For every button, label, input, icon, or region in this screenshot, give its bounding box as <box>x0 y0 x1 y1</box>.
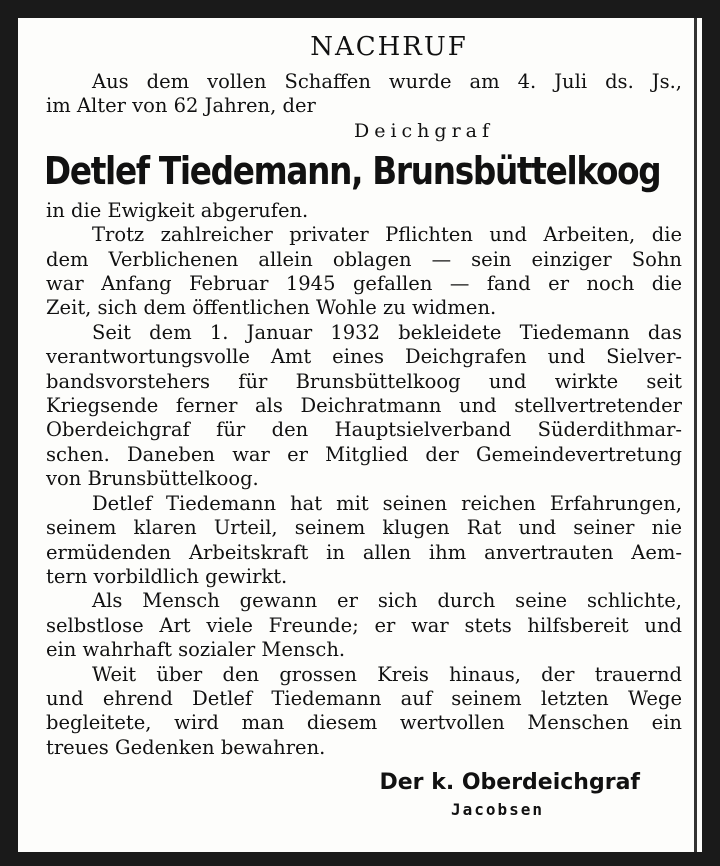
paragraph-line: Kriegsende ferner als Deichratmann und stellvertretender <box>46 394 682 418</box>
paragraph-line: ein wahrhaft sozialer Mensch. <box>46 638 346 662</box>
deceased-rank: Deichgraf <box>353 119 495 142</box>
paragraph-line: und ehrend Detlef Tiedemann auf seinem letzten Wege <box>46 686 682 710</box>
frame-border-right <box>702 0 720 866</box>
paragraph-line: von Brunsbüttelkoog. <box>46 467 259 491</box>
intro-line-3: in die Ewigkeit abgerufen. <box>46 198 309 222</box>
frame-border-bottom <box>0 852 720 866</box>
paragraph-line: Detlef Tiedemann hat mit seinen reichen Erfahrungen, <box>92 491 682 515</box>
paragraph-line: dem Verblichenen allein oblagen — sein einziger Sohn <box>46 247 682 271</box>
paragraph-2 <box>46 321 682 492</box>
paragraph-line: Als Mensch gewann er sich durch seine schlichte, <box>92 589 682 613</box>
paragraph-1 <box>46 223 682 321</box>
paragraph-line: war Anfang Februar 1945 gefallen — fand er noch die <box>46 272 682 296</box>
paragraph-line: Trotz zahlreicher privater Pflichten und Arbeiten, die <box>92 223 682 247</box>
paragraph-line: Zeit, sich dem öffentlichen Wohle zu widmen. <box>46 296 497 320</box>
paragraph-line: seinem klaren Urteil, seinem klugen Rat und seiner nie <box>46 516 682 540</box>
intro-line-1: Aus dem vollen Schaffen wurde am 4. Juli ds. Js., <box>92 70 682 93</box>
paragraph-4 <box>46 589 682 662</box>
paragraph-line: tern vorbildlich gewirkt. <box>46 564 288 588</box>
paragraph-line: ermüdenden Arbeitskraft in allen ihm anvertrauten Aem- <box>46 540 682 564</box>
signature-name: Jacobsen <box>450 800 544 820</box>
obituary-title: NACHRUF <box>310 32 468 62</box>
deceased-name: Detlef Tiedemann, Brunsbüttelkoog <box>44 148 661 193</box>
paragraph-line: begleitete, wird man diesem wertvollen Menschen ein <box>46 711 682 735</box>
paragraph-line: Oberdeichgraf für den Hauptsielverband Süderdithmar- <box>46 418 682 442</box>
frame-border-left <box>0 0 18 866</box>
paragraph-line: treues Gedenken bewahren. <box>46 735 326 759</box>
paragraph-3 <box>46 492 682 590</box>
frame-inner-rule <box>694 18 697 852</box>
paragraph-line: Seit dem 1. Januar 1932 bekleidete Tiedemann das <box>92 320 682 344</box>
frame-border-top <box>0 0 720 18</box>
paragraph-5 <box>46 663 682 761</box>
intro-line-2: im Alter von 62 Jahren, der <box>46 94 316 118</box>
signature-title: Der k. Oberdeichgraf <box>379 770 640 796</box>
paragraph-line: schen. Daneben war er Mitglied der Gemeindevertretung <box>46 442 682 466</box>
paragraph-line: bandsvorstehers für Brunsbüttelkoog und wirkte seit <box>46 369 682 393</box>
paragraph-line: selbstlose Art viele Freunde; er war stets hilfsbereit und <box>46 613 682 637</box>
obituary-content <box>46 30 682 822</box>
paragraph-line: verantwortungsvolle Amt eines Deichgrafen und Sielver- <box>46 345 682 369</box>
paragraph-line: Weit über den grossen Kreis hinaus, der trauernd <box>92 662 682 686</box>
